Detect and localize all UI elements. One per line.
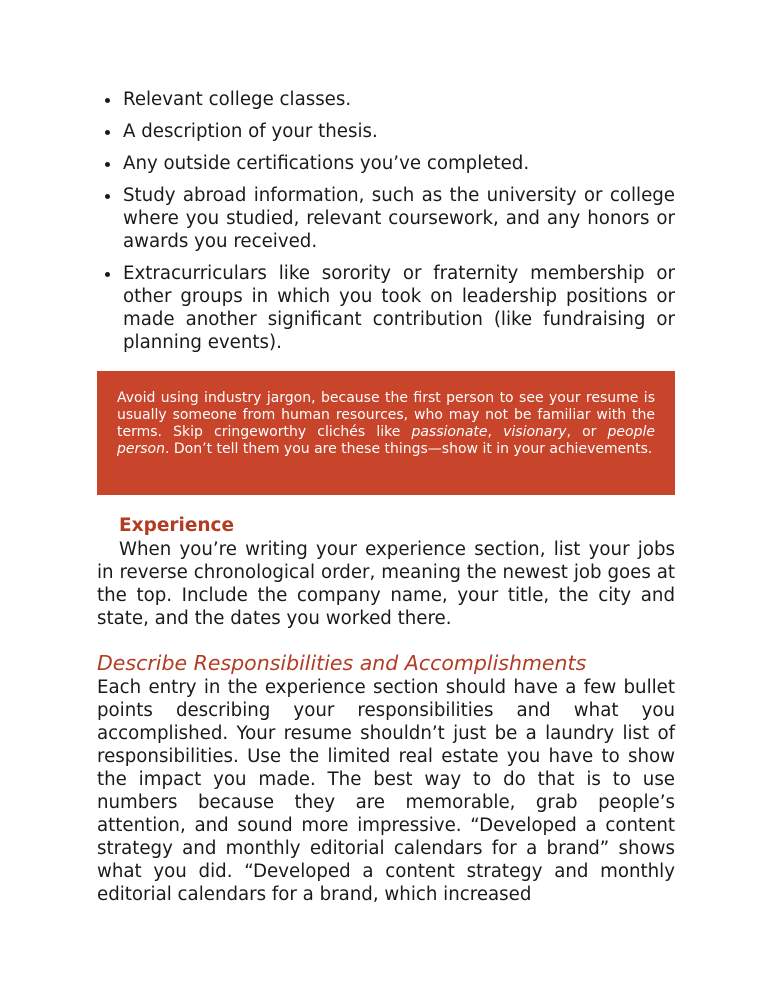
list-item [97, 152, 675, 175]
list-item-text: Any outside certifications you’ve completed. [123, 153, 530, 174]
callout-term-people-person: people person [117, 424, 656, 457]
callout-text-before: Avoid using industry jargon, because the first person to see your resume is usually someone from human resources, who may not be familiar with the terms. Skip cringeworthy clichés like [117, 390, 655, 440]
list-item [97, 120, 675, 143]
callout-term-visionary: visionary [503, 424, 567, 440]
list-item [97, 184, 675, 253]
callout-text-after: . Don’t tell them you are these things—show it in your achievements. [165, 441, 653, 457]
responsibilities-heading: Describe Responsibilities and Accomplishments [97, 651, 587, 675]
bullet-icon [105, 162, 110, 167]
callout-separator: , or [566, 424, 608, 440]
bullet-icon [105, 194, 110, 199]
list-item-text: A description of your thesis. [123, 121, 378, 142]
callout-separator: , [487, 424, 504, 440]
bullet-icon [105, 272, 110, 277]
list-item [97, 88, 675, 111]
document-page [97, 88, 675, 906]
list-item-text: Relevant college classes. [123, 89, 352, 110]
bullet-icon [105, 98, 110, 103]
list-item-text: Study abroad information, such as the university or college where you studied, relevant coursework, and any honors or awards you received. [123, 185, 675, 252]
experience-paragraph: When you’re writing your experience section, list your jobs in reverse chronological order, meaning the newest job goes at the top. Include the company name, your title, the city and state, and the dates you worked there. [97, 539, 675, 629]
callout-term-passionate: passionate [411, 424, 488, 440]
experience-heading: Experience [119, 515, 235, 536]
list-item-text: Extracurriculars like sorority or fraternity membership or other groups in which you took on leadership positions or made another significant contribution (like fundraising or planning events). [123, 263, 675, 353]
bullet-icon [105, 130, 110, 135]
education-bullet-list [97, 88, 675, 354]
tip-callout-box [97, 371, 675, 495]
list-item [97, 262, 675, 354]
responsibilities-paragraph: Each entry in the experience section should have a few bullet points describing your responsibilities and what you accomplished. Your resume shouldn’t just be a laundry list of responsibilities. Use the limited real estate you have to show the impact you made. The best way to do that is to use numbers because they are memorable, grab people’s attention, and sound more impressive. “Developed a content strategy and monthly editorial calendars for a brand” shows what you did. “Developed a content strategy and monthly editorial calendars for a brand, which increased [97, 677, 675, 905]
